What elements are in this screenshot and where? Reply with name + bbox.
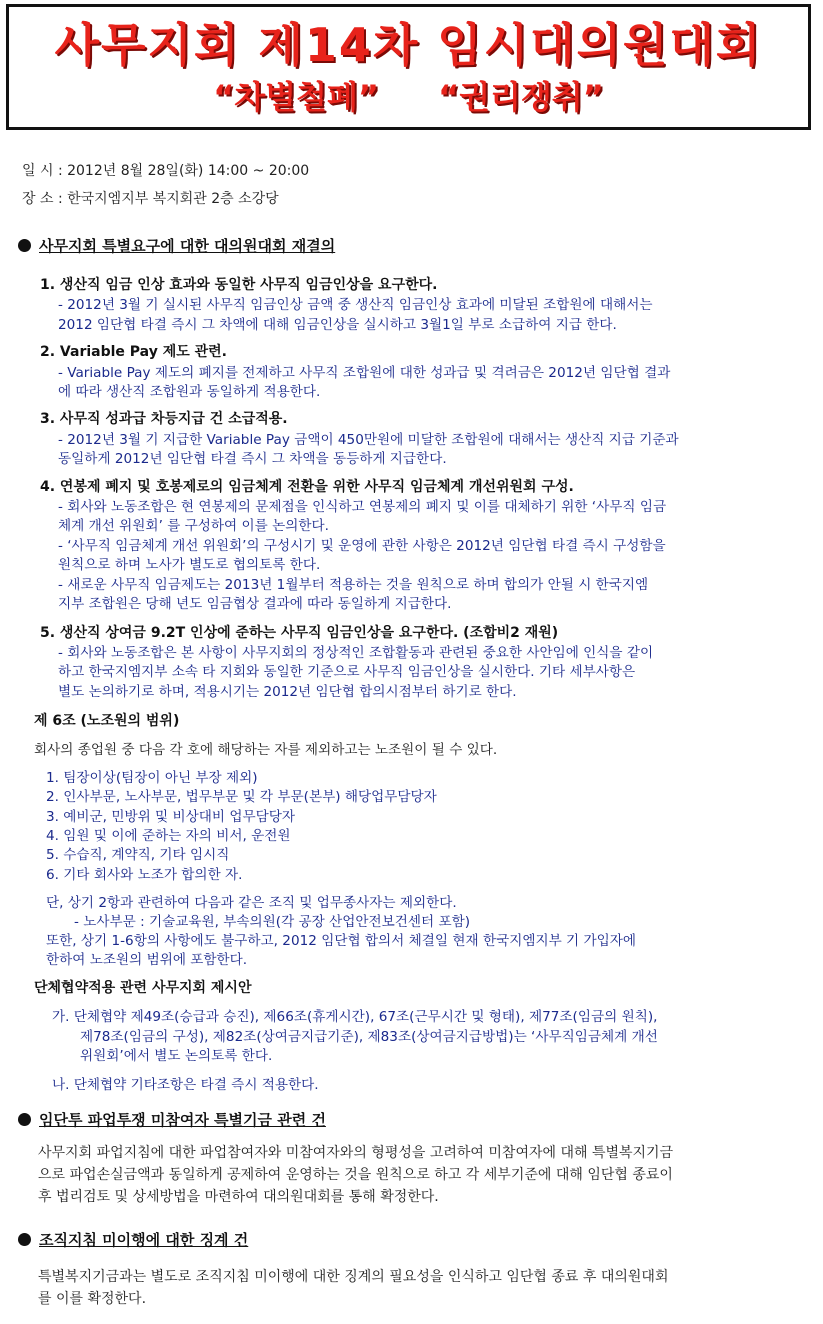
article-6-list-item: 6. 기타 회사와 노조가 합의한 자. [46, 867, 243, 883]
demand-item-3-line: 동일하게 2012년 임단협 타결 즉시 그 차액을 동등하게 지급한다. [58, 451, 447, 467]
slogan-rights: “권리쟁취” [438, 78, 604, 116]
article-6-note: 한하여 노조원의 범위에 포함한다. [46, 952, 248, 968]
demand-item-2-title: 2. Variable Pay 제도 관련. [40, 344, 227, 360]
section-heading-special-fund: 임단투 파업투쟁 미참여자 특별기금 관련 건 [18, 1109, 326, 1130]
section-heading-discipline: 조직지침 미이행에 대한 징계 건 [18, 1229, 248, 1250]
article-6-list-item: 5. 수습직, 계약직, 기타 임시직 [46, 847, 230, 863]
section-heading-special-demands: 사무지회 특별요구에 대한 대의원대회 재결의 [18, 235, 335, 256]
banner-slogans [9, 77, 808, 117]
demand-item-1-line: - 2012년 3월 기 실시된 사무직 임금인상 금액 중 생산직 임금인상 효과에 미달된 조합원에 대해서는 [58, 297, 653, 313]
article-6-list-item: 3. 예비군, 민방위 및 비상대비 업무담당자 [46, 809, 295, 825]
special-fund-paragraph-line: 후 법리검토 및 상세방법을 마련하여 대의원대회를 통해 확정한다. [38, 1189, 439, 1205]
article-6-list-item: 4. 임원 및 이에 준하는 자의 비서, 운전원 [46, 828, 291, 844]
article-6-list-item: 1. 팀장이상(팀장이 아닌 부장 제외) [46, 770, 258, 786]
article-6-intro: 회사의 종업원 중 다음 각 호에 해당하는 자를 제외하고는 노조원이 될 수 있다. [34, 742, 498, 758]
demand-item-4-line: - ‘사무직 임금체계 개선 위원회’의 구성시기 및 운영에 관한 사항은 2012년 임단협 타결 즉시 구성함을 [58, 538, 666, 554]
collective-item-ga: 가. 단체협약 제49조(승급과 승진), 제66조(휴게시간), 67조(근무시간 및 형태), 제77조(임금의 원칙), [52, 1009, 658, 1025]
discipline-paragraph-line: 를 이를 확정한다. [38, 1291, 147, 1307]
demand-item-4-title: 4. 연봉제 폐지 및 호봉제로의 임금체계 전환을 위한 사무직 임금체계 개선위원회 구성. [40, 479, 574, 495]
demand-item-1-title: 1. 생산직 임금 인상 효과와 동일한 사무직 임금인상을 요구한다. [40, 277, 438, 293]
title-banner [6, 4, 811, 130]
bullet-icon [18, 1233, 31, 1246]
meeting-date: 일 시 : 2012년 8월 28일(화) 14:00 ~ 20:00 [22, 163, 310, 179]
article-6-note: 또한, 상기 1-6항의 사항에도 불구하고, 2012 임단협 합의서 체결일 현재 한국지엠지부 기 가입자에 [46, 933, 637, 949]
demand-item-4-line: - 회사와 노동조합은 현 연봉제의 문제점을 인식하고 연봉제의 폐지 및 이를 대체하기 위한 ‘사무직 임금 [58, 499, 667, 515]
demand-item-4-line: 지부 조합원은 당해 년도 임금협상 결과에 따라 동일하게 지급한다. [58, 596, 452, 612]
article-6-note: - 노사부문 : 기술교육원, 부속의원(각 공장 산업안전보건센터 포함) [74, 914, 471, 930]
slogan-discrimination: “차별철폐” [213, 78, 379, 116]
meeting-place: 장 소 : 한국지엠지부 복지회관 2층 소강당 [22, 191, 279, 207]
demand-item-5-line: 별도 논의하기로 하며, 적용시기는 2012년 임단협 합의시점부터 하기로 한다. [58, 684, 517, 700]
bullet-icon [18, 239, 31, 252]
collective-item-ga: 위원회’에서 별도 논의토록 한다. [80, 1048, 273, 1064]
special-fund-paragraph-line: 으로 파업손실금액과 동일하게 공제하여 운영하는 것을 원칙으로 하고 각 세부기준에 대해 임단협 종료이 [38, 1167, 673, 1183]
special-fund-paragraph-line: 사무지회 파업지침에 대한 파업참여자와 미참여자와의 형평성을 고려하여 미참여자에 대해 특별복지기금 [38, 1145, 674, 1161]
demand-item-2-line: 에 따라 생산직 조합원과 동일하게 적용한다. [58, 384, 321, 400]
demand-item-3-title: 3. 사무직 성과급 차등지급 건 소급적용. [40, 411, 288, 427]
demand-item-4-line: 원칙으로 하며 노사가 별도로 협의토록 한다. [58, 557, 321, 573]
demand-item-3-line: - 2012년 3월 기 지급한 Variable Pay 금액이 450만원에 미달한 조합원에 대해서는 생산직 지급 기준과 [58, 432, 679, 448]
demand-item-5-line: 하고 한국지엠지부 소속 타 지회와 동일한 기준으로 사무직 임금인상을 실시한다. 기타 세부사항은 [58, 664, 636, 680]
collective-item-na: 나. 단체협약 기타조항은 타결 즉시 적용한다. [52, 1077, 319, 1093]
collective-item-ga: 제78조(임금의 구성), 제82조(상여금지급기준), 제83조(상여금지급방법)는 ‘사무직임금체계 개선 [80, 1029, 658, 1045]
demand-item-4-line: - 새로운 사무직 임금제도는 2013년 1월부터 적용하는 것을 원칙으로 하며 합의가 안될 시 한국지엠 [58, 577, 649, 593]
banner-title: 사무지회 제14차 임시대의원대회 [54, 18, 763, 72]
article-6-heading: 제 6조 (노조원의 범위) [34, 713, 180, 729]
demand-item-2-line: - Variable Pay 제도의 폐지를 전제하고 사무직 조합원에 대한 성과급 및 격려금은 2012년 임단협 결과 [58, 365, 671, 381]
discipline-paragraph-line: 특별복지기금과는 별도로 조직지침 미이행에 대한 징계의 필요성을 인식하고 임단협 종료 후 대의원대회 [38, 1269, 669, 1285]
collective-agreement-heading: 단체협약적용 관련 사무지회 제시안 [34, 980, 252, 996]
bullet-icon [18, 1113, 31, 1126]
article-6-note: 단, 상기 2항과 관련하여 다음과 같은 조직 및 업무종사자는 제외한다. [46, 895, 457, 911]
demand-item-5-line: - 회사와 노동조합은 본 사항이 사무지회의 정상적인 조합활동과 관련된 중요한 사안임에 인식을 같이 [58, 645, 654, 661]
article-6-list-item: 2. 인사부문, 노사부문, 법무부문 및 각 부문(본부) 해당업무담당자 [46, 789, 437, 805]
demand-item-4-line: 체계 개선 위원회’ 를 구성하여 이를 논의한다. [58, 518, 329, 534]
demand-item-5-title: 5. 생산직 상여금 9.2T 인상에 준하는 사무직 임금인상을 요구한다. (조합비2 재원) [40, 625, 559, 641]
demand-item-1-line: 2012 임단협 타결 즉시 그 차액에 대해 임금인상을 실시하고 3월1일 부로 소급하여 지급 한다. [58, 317, 617, 333]
